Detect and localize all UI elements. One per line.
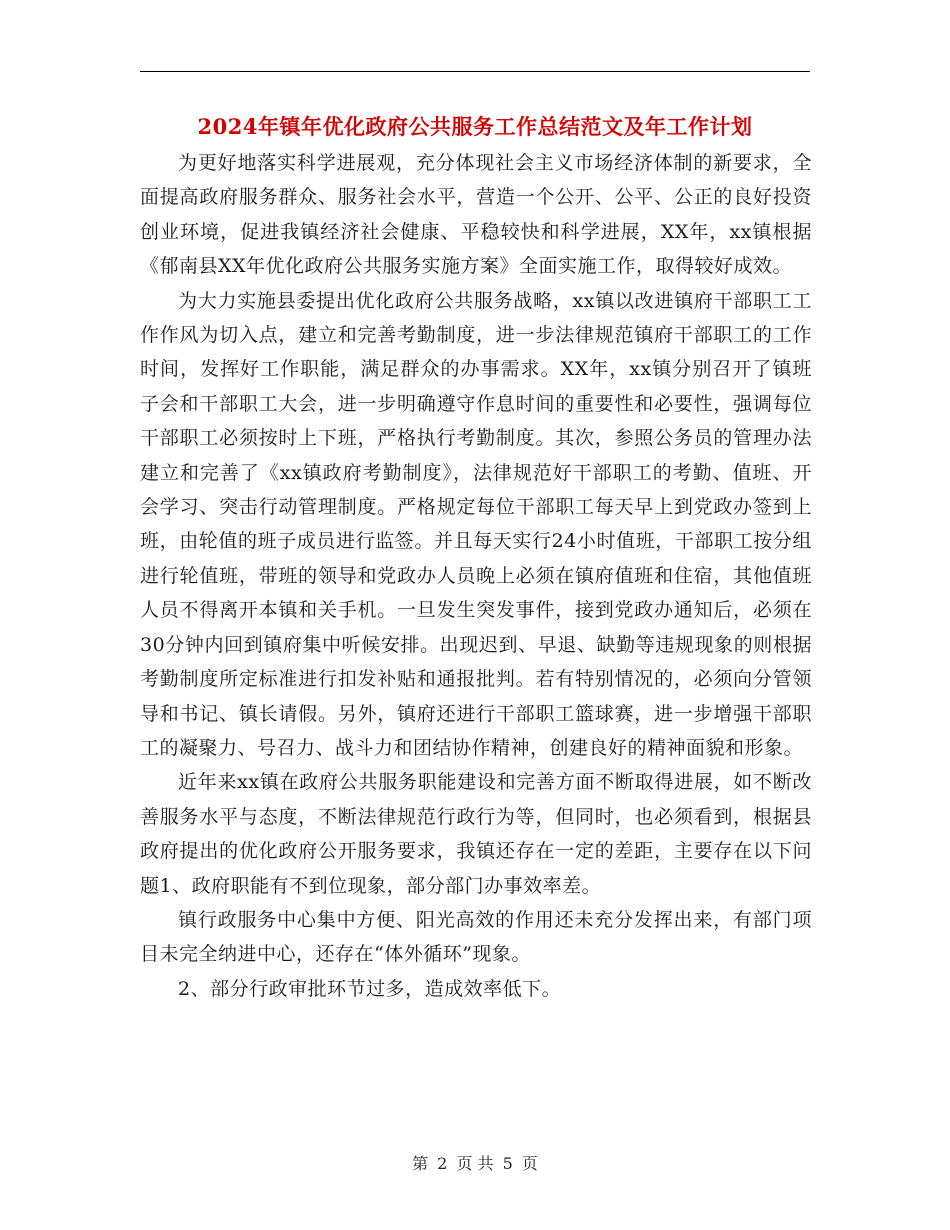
footer-middle: 页 共 [456, 1154, 494, 1173]
footer-total-pages: 5 [502, 1154, 513, 1173]
document-body [140, 146, 812, 1006]
paragraph-2: 为大力实施县委提出优化政府公共服务战略，xx镇以改进镇府干部职工工作作风为切入点，建立和完善考勤制度，进一步法律规范镇府干部职工的工作时间，发挥好工作职能，满足群众的办事需求。XX年，xx镇分别召开了镇班子会和干部职工大会，进一步明确遵守作息时间的重要性和必要性，强调每位干部职工必须按时上下班，严格执行考勤制度。其次，参照公务员的管理办法建立和完善了《xx镇政府考勤制度》，法律规范好干部职工的考勤、值班、开会学习、突击行动管理制度。严格规定每位干部职工每天早上到党政办签到上班，由轮值的班子成员进行监签。并且每天实行24小时值班，干部职工按分组进行轮值班，带班的领导和党政办人员晚上必须在镇府值班和住宿，其他值班人员不得离开本镇和关手机。一旦发生突发事件，接到党政办通知后，必须在30分钟内回到镇府集中听候安排。出现迟到、早退、缺勤等违规现象的则根据考勤制度所定标准进行扣发补贴和通报批判。若有特别情况的，必须向分管领导和书记、镇长请假。另外，镇府还进行干部职工篮球赛，进一步增强干部职工的凝聚力、号召力、战斗力和团结协作精神，创建良好的精神面貌和形象。 [140, 289, 812, 759]
paragraph-5: 2、部分行政审批环节过多，造成效率低下。 [178, 977, 562, 1000]
document-title: 2024年镇年优化政府公共服务工作总结范文及年工作计划 [197, 114, 753, 139]
footer-suffix: 页 [521, 1154, 538, 1173]
paragraph-4: 镇行政服务中心集中方便、阳光高效的作用还未充分发挥出来，有部门项目未完全纳进中心，还存在“体外循环”现象。 [140, 908, 812, 966]
paragraph-3: 近年来xx镇在政府公共服务职能建设和完善方面不断取得进展，如不断改善服务水平与态度，不断法律规范行政行为等，但同时，也必须看到，根据县政府提出的优化政府公开服务要求，我镇还存在一定的差距，主要存在以下问题1、政府职能有不到位现象，部分部门办事效率差。 [140, 771, 812, 897]
paragraph-1: 为更好地落实科学进展观，充分体现社会主义市场经济体制的新要求，全面提高政府服务群众、服务社会水平，营造一个公开、公平、公正的良好投资创业环境，促进我镇经济社会健康、平稳较快和科学进展，XX年，xx镇根据《郁南县XX年优化政府公共服务实施方案》全面实施工作，取得较好成效。 [140, 152, 812, 278]
page-footer [0, 1152, 950, 1176]
footer-page-number: 2 [437, 1154, 448, 1173]
footer-prefix: 第 [412, 1154, 429, 1173]
header-rule [140, 71, 810, 72]
